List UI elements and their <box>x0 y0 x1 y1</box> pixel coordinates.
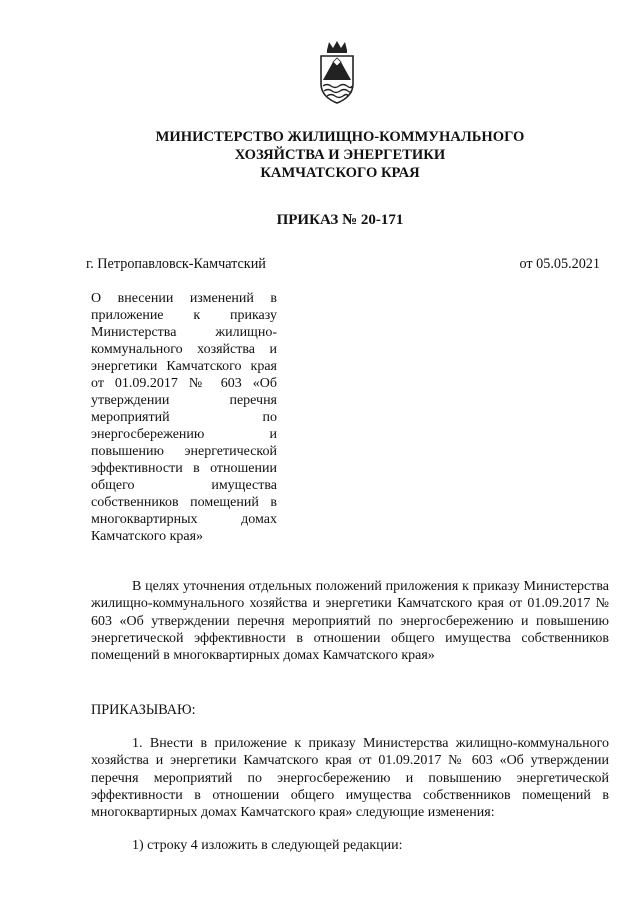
item-1-subitem-1: 1) строку 4 изложить в следующей редакции: <box>132 838 403 853</box>
order-date: от 05.05.2021 <box>519 256 600 272</box>
order-subject: О внесении изменений в приложение к приказу Министерства жилищно-коммунального хозяйства и энергетики Камчатского края от 01.09.2017 № 603 «Об утверждении перечня мероприятий по энергосбережению и повышению энергетической эффективности в отношении общего имущества собственников помещений в многоквартирных домах Камчатского края» <box>91 291 277 544</box>
ministry-name <box>80 128 600 182</box>
kamchatka-coat-of-arms-icon <box>319 40 355 104</box>
ministry-line-3: КАМЧАТСКОГО КРАЯ <box>260 165 420 181</box>
item-1-paragraph: 1. Внести в приложение к приказу Министерства жилищно-коммунального хозяйства и энергетики Камчатского края от 01.09.2017 № 603 «Об утверждении перечня мероприятий по энергосбережению и повышению энергетической эффективности в отношении общего имущества собственников помещений в многоквартирных домах Камчатского края» следующие изменения: <box>91 736 609 821</box>
decree-word: ПРИКАЗЫВАЮ: <box>91 702 196 718</box>
place-of-issue: г. Петропавловск-Камчатский <box>86 256 266 272</box>
order-title: ПРИКАЗ № 20-171 <box>276 212 404 228</box>
ministry-line-1: МИНИСТЕРСТВО ЖИЛИЩНО-КОММУНАЛЬНОГО <box>155 129 525 145</box>
preamble-paragraph: В целях уточнения отдельных положений приложения к приказу Министерства жилищно-коммунального хозяйства и энергетики Камчатского края от 01.09.2017 № 603 «Об утверждении перечня мероприятий по энергосбережению и повышению энергетической эффективности в отношении общего имущества собственников помещений в многоквартирных домах Камчатского края» <box>91 579 609 664</box>
ministry-line-2: ХОЗЯЙСТВА И ЭНЕРГЕТИКИ <box>234 147 446 163</box>
